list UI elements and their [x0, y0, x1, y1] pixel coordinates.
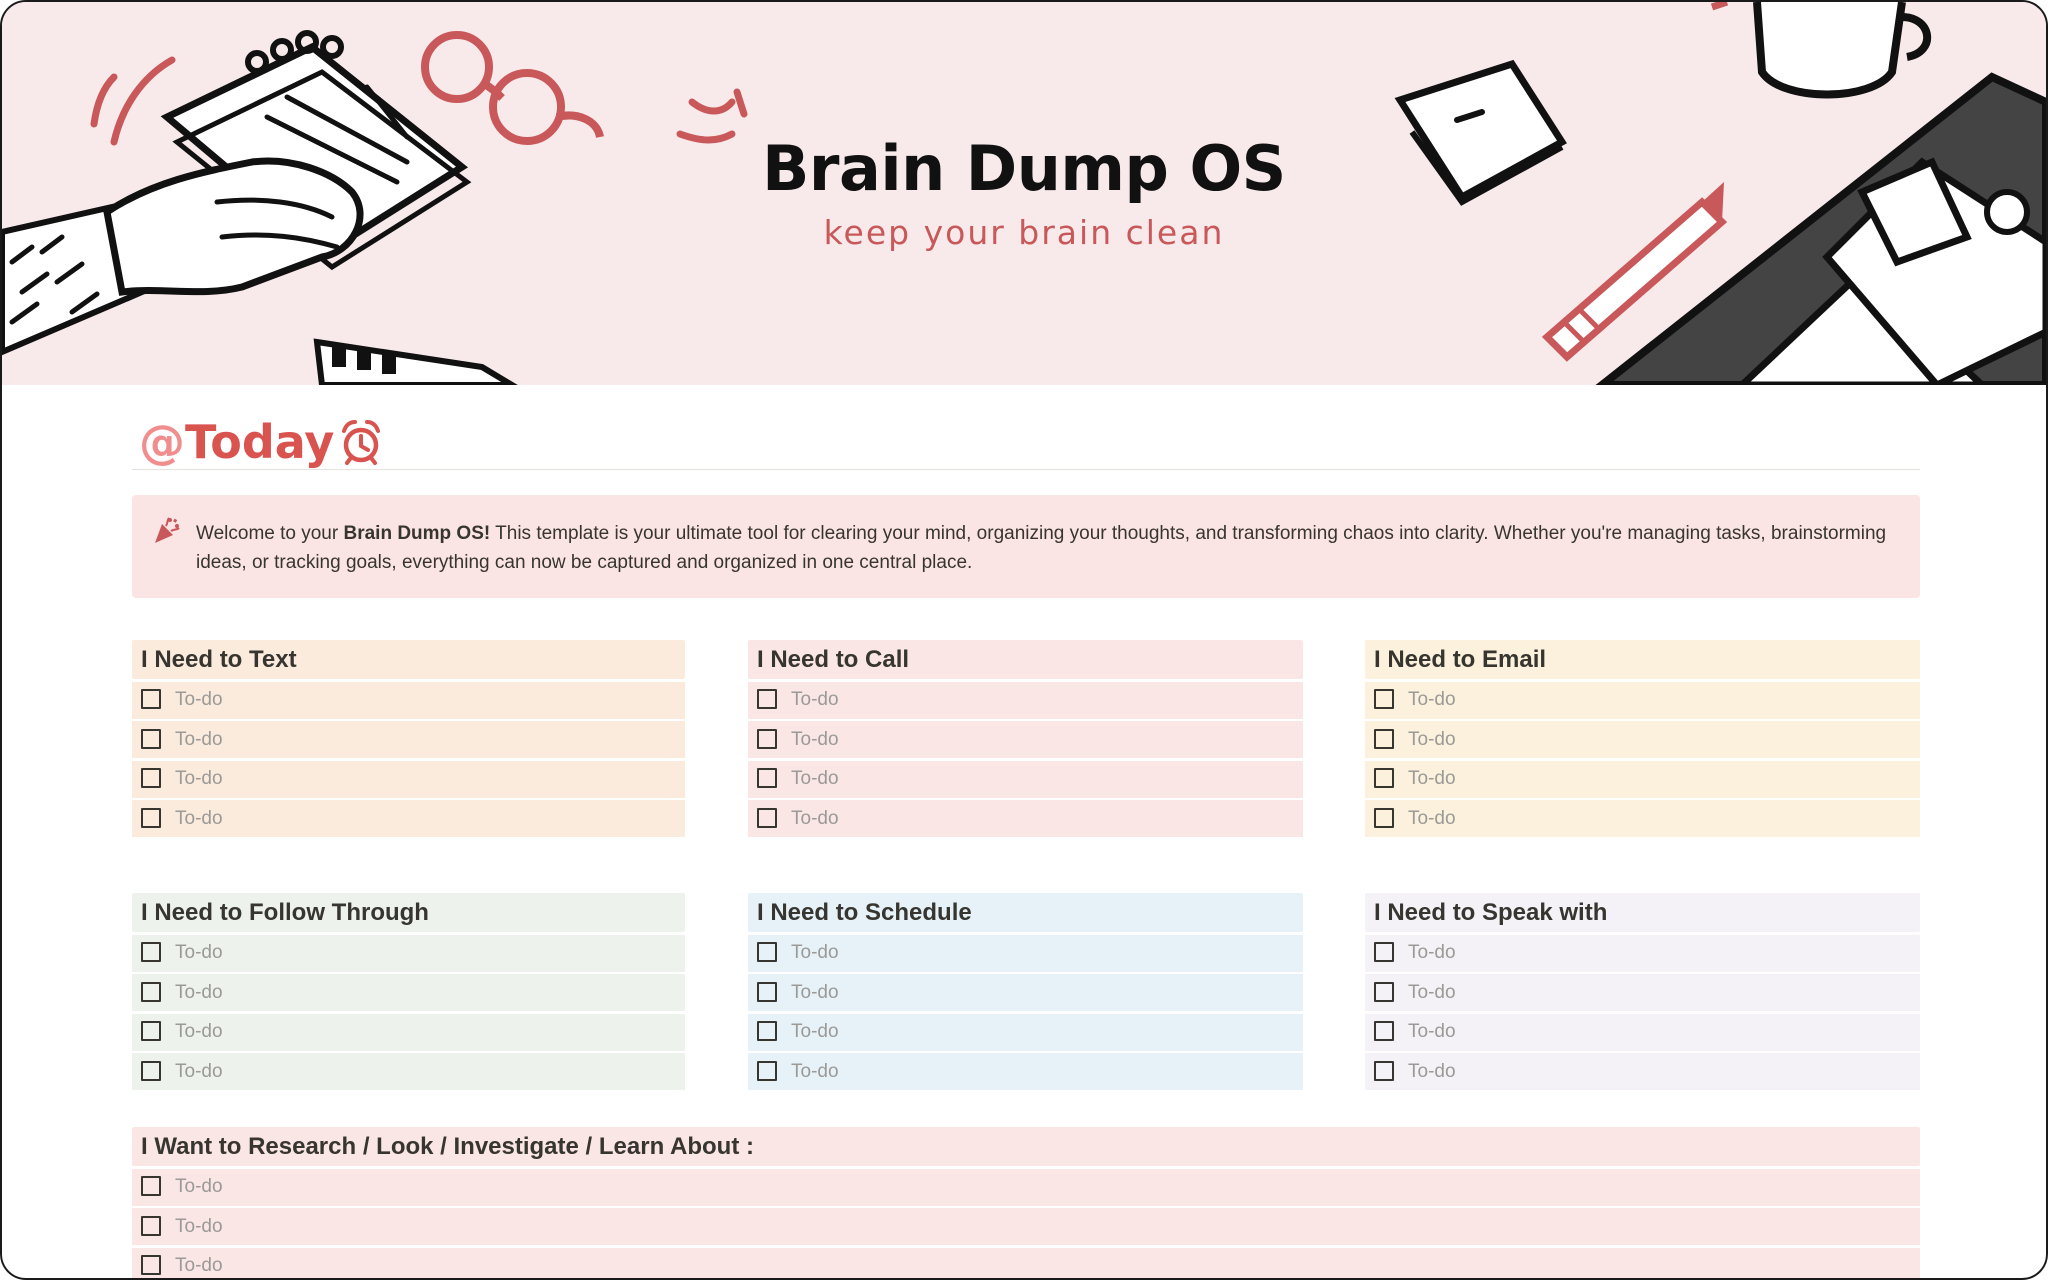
checkbox[interactable] — [141, 1255, 161, 1275]
checkbox[interactable] — [757, 1061, 777, 1081]
checkbox[interactable] — [1374, 808, 1394, 828]
todo-item[interactable] — [748, 1014, 1303, 1051]
todo-text[interactable]: To-do — [175, 689, 223, 710]
todo-block-follow-through — [132, 893, 685, 1090]
checkbox[interactable] — [757, 729, 777, 749]
checkbox[interactable] — [1374, 942, 1394, 962]
todo-text[interactable]: To-do — [1408, 1021, 1456, 1042]
todo-item[interactable] — [132, 974, 685, 1011]
checkbox[interactable] — [757, 689, 777, 709]
block-heading: I Want to Research / Look / Investigate / Learn About : — [132, 1127, 1920, 1166]
checkbox[interactable] — [757, 942, 777, 962]
callout-suffix: This template is your ultimate tool for clearing your mind, organizing your thoughts, and transforming chaos into clarity. Whether you're managing tasks, brainstorming ideas, or tracking goals, everything can now be captured and organized in one central place. — [196, 523, 1887, 573]
todo-item[interactable] — [132, 721, 685, 758]
todo-text[interactable]: To-do — [175, 768, 223, 789]
checkbox[interactable] — [757, 982, 777, 1002]
checkbox[interactable] — [1374, 1061, 1394, 1081]
callout-bold: Brain Dump OS! — [343, 523, 491, 544]
cover-banner — [2, 2, 2046, 385]
checkbox[interactable] — [141, 982, 161, 1002]
todo-item[interactable] — [748, 1053, 1303, 1090]
todo-item[interactable] — [748, 800, 1303, 837]
todo-item[interactable] — [132, 1014, 685, 1051]
welcome-callout — [132, 495, 1920, 598]
todo-text[interactable]: To-do — [791, 689, 839, 710]
block-heading: I Need to Email — [1365, 640, 1920, 679]
todo-block-call — [748, 640, 1303, 837]
todo-text[interactable]: To-do — [791, 768, 839, 789]
page-title — [139, 414, 384, 470]
checkbox[interactable] — [141, 1176, 161, 1196]
checkbox[interactable] — [1374, 1021, 1394, 1041]
todo-item[interactable] — [748, 761, 1303, 798]
checkbox[interactable] — [141, 1061, 161, 1081]
banner-title: Brain Dump OS — [762, 132, 1286, 205]
todo-text[interactable]: To-do — [791, 728, 839, 750]
todo-text[interactable]: To-do — [1408, 981, 1456, 1003]
checkbox[interactable] — [1374, 768, 1394, 788]
block-heading: I Need to Speak with — [1365, 893, 1920, 932]
todo-item[interactable] — [132, 935, 685, 972]
block-heading: I Need to Call — [748, 640, 1303, 679]
todo-block-email — [1365, 640, 1920, 837]
todo-text[interactable]: To-do — [791, 1060, 839, 1082]
todo-item[interactable] — [1365, 761, 1920, 798]
todo-item[interactable] — [1365, 974, 1920, 1011]
block-heading: I Need to Follow Through — [132, 893, 685, 932]
todo-text[interactable]: To-do — [1408, 689, 1456, 710]
todo-text[interactable]: To-do — [175, 728, 223, 750]
block-heading: I Need to Text — [132, 640, 685, 679]
todo-text[interactable]: To-do — [791, 981, 839, 1003]
checkbox[interactable] — [141, 729, 161, 749]
todo-item[interactable] — [1365, 721, 1920, 758]
todo-item[interactable] — [1365, 935, 1920, 972]
todo-text[interactable]: To-do — [1408, 768, 1456, 789]
todo-block-research — [132, 1127, 1920, 1280]
checkbox[interactable] — [141, 1216, 161, 1236]
todo-item[interactable] — [1365, 800, 1920, 837]
todo-item[interactable] — [1365, 682, 1920, 719]
checkbox[interactable] — [1374, 729, 1394, 749]
checkbox[interactable] — [757, 768, 777, 788]
todo-text[interactable]: To-do — [791, 942, 839, 963]
todo-text[interactable]: To-do — [175, 1176, 223, 1197]
checkbox[interactable] — [141, 689, 161, 709]
todo-item[interactable] — [748, 974, 1303, 1011]
todo-text[interactable]: To-do — [1408, 1060, 1456, 1082]
todo-block-speak-with — [1365, 893, 1920, 1090]
checkbox[interactable] — [141, 768, 161, 788]
block-heading: I Need to Schedule — [748, 893, 1303, 932]
todo-item[interactable] — [132, 800, 685, 837]
todo-text[interactable]: To-do — [791, 1021, 839, 1042]
todo-item[interactable] — [132, 761, 685, 798]
banner-subtitle: keep your brain clean — [823, 213, 1225, 252]
alarm-clock-icon — [338, 419, 384, 465]
callout-prefix: Welcome to your — [196, 523, 344, 544]
todo-item[interactable] — [132, 1208, 1920, 1245]
party-popper-icon — [152, 515, 182, 545]
todo-text[interactable]: To-do — [1408, 942, 1456, 963]
todo-text[interactable]: To-do — [791, 807, 839, 829]
title-at-symbol: @ — [139, 415, 185, 469]
title-text: Today — [185, 415, 335, 469]
todo-text[interactable]: To-do — [175, 1060, 223, 1082]
todo-item[interactable] — [748, 721, 1303, 758]
todo-text[interactable]: To-do — [1408, 728, 1456, 750]
todo-text[interactable]: To-do — [175, 942, 223, 963]
todo-item[interactable] — [132, 1169, 1920, 1206]
checkbox[interactable] — [141, 1021, 161, 1041]
todo-text[interactable]: To-do — [1408, 807, 1456, 829]
todo-item[interactable] — [132, 682, 685, 719]
checkbox[interactable] — [757, 808, 777, 828]
checkbox[interactable] — [757, 1021, 777, 1041]
todo-text[interactable]: To-do — [175, 1215, 223, 1237]
checkbox[interactable] — [1374, 689, 1394, 709]
checkbox[interactable] — [141, 808, 161, 828]
checkbox[interactable] — [1374, 982, 1394, 1002]
todo-text[interactable]: To-do — [175, 807, 223, 829]
todo-item[interactable] — [1365, 1053, 1920, 1090]
todo-item[interactable] — [1365, 1014, 1920, 1051]
todo-text[interactable]: To-do — [175, 981, 223, 1003]
callout-text — [196, 519, 1896, 577]
todo-item[interactable] — [748, 682, 1303, 719]
todo-block-schedule — [748, 893, 1303, 1090]
todo-item[interactable] — [132, 1053, 685, 1090]
todo-item[interactable] — [132, 1248, 1920, 1280]
todo-text[interactable]: To-do — [175, 1255, 223, 1276]
todo-block-text — [132, 640, 685, 837]
todo-text[interactable]: To-do — [175, 1021, 223, 1042]
todo-item[interactable] — [748, 935, 1303, 972]
checkbox[interactable] — [141, 942, 161, 962]
title-divider — [132, 469, 1920, 470]
